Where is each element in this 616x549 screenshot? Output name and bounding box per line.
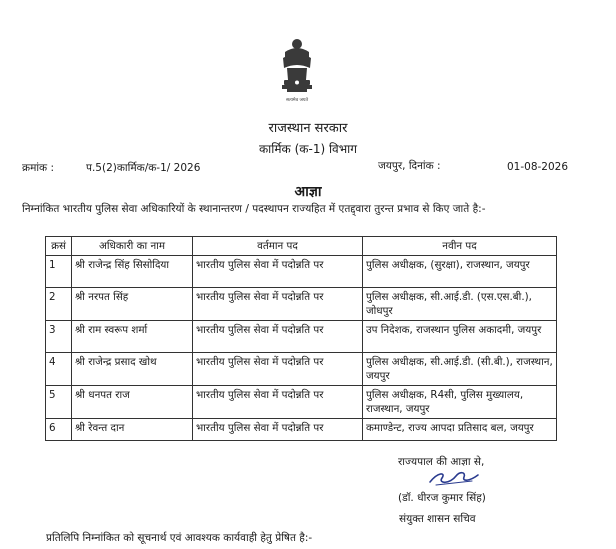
signatory-designation: संयुक्त शासन सचिव: [399, 513, 476, 525]
table-row: [46, 256, 557, 288]
table-row: [46, 288, 557, 321]
order-title: आज्ञा: [294, 184, 322, 200]
cell-current-post: भारतीय पुलिस सेवा में पदोन्नति पर: [193, 353, 363, 386]
cell-serial: 6: [46, 419, 72, 441]
government-name: राजस्थान सरकार: [268, 121, 348, 136]
copy-to-line: प्रतिलिपि निम्नांकित को सूचनार्थ एवं आवश्यक कार्यवाही हेतु प्रेषित है:-: [46, 532, 313, 544]
header-new-post: नवीन पद: [363, 237, 557, 256]
cell-serial: 3: [46, 321, 72, 353]
reference-label: क्रमांक :: [22, 162, 55, 174]
cell-new-post: उप निदेशक, राजस्थान पुलिस अकादमी, जयपुर: [363, 321, 557, 353]
cell-new-post: पुलिस अधीक्षक, सी.आई.डी. (सी.बी.), राजस्थान, जयपुर: [363, 353, 557, 386]
cell-new-post: पुलिस अधीक्षक, (सुरक्षा), राजस्थान, जयपुर: [363, 256, 557, 288]
cell-current-post: भारतीय पुलिस सेवा में पदोन्नति पर: [193, 321, 363, 353]
table-header-row: [46, 237, 557, 256]
cell-new-post: पुलिस अधीक्षक, सी.आई.डी. (एस.एस.बी.), जोधपुर: [363, 288, 557, 321]
cell-serial: 1: [46, 256, 72, 288]
cell-current-post: भारतीय पुलिस सेवा में पदोन्नति पर: [193, 288, 363, 321]
cell-current-post: भारतीय पुलिस सेवा में पदोन्नति पर: [193, 256, 363, 288]
cell-serial: 5: [46, 386, 72, 419]
header-current-post: वर्तमान पद: [193, 237, 363, 256]
national-emblem-icon: [273, 38, 321, 108]
transfer-table: [45, 236, 557, 441]
cell-officer-name: श्री नरपत सिंह: [72, 288, 193, 321]
cell-officer-name: श्री राम स्वरूप शर्मा: [72, 321, 193, 353]
table-row: [46, 321, 557, 353]
cell-current-post: भारतीय पुलिस सेवा में पदोन्नति पर: [193, 386, 363, 419]
header-serial: क्रसं: [46, 237, 72, 256]
cell-new-post: पुलिस अधीक्षक, R4सी, पुलिस मुख्यालय, राजस्थान, जयपुर: [363, 386, 557, 419]
by-order-line: राज्यपाल की आज्ञा से,: [398, 456, 485, 468]
department-name: कार्मिक (क-1) विभाग: [258, 142, 358, 156]
place-date-label: जयपुर, दिनांक :: [378, 160, 441, 172]
table-row: [46, 419, 557, 441]
table-row: [46, 386, 557, 419]
header-officer-name: अधिकारी का नाम: [72, 237, 193, 256]
table-row: [46, 353, 557, 386]
cell-serial: 4: [46, 353, 72, 386]
cell-current-post: भारतीय पुलिस सेवा में पदोन्नति पर: [193, 419, 363, 441]
order-intro: निम्नांकित भारतीय पुलिस सेवा अधिकारियों के स्थानान्तरण / पदस्थापन राज्यहित में एतद्द्वारा तुरन्त प्रभाव से किए जाते है:-: [22, 203, 486, 215]
cell-officer-name: श्री राजेन्द्र सिंह सिसोदिया: [72, 256, 193, 288]
signature-mark: [424, 466, 484, 488]
cell-officer-name: श्री धनपत राज: [72, 386, 193, 419]
signatory-name: (डॉ. धीरज कुमार सिंह): [398, 492, 486, 504]
cell-officer-name: श्री रेवन्त दान: [72, 419, 193, 441]
cell-serial: 2: [46, 288, 72, 321]
order-date: 01-08-2026: [507, 161, 569, 173]
reference-number: प.5(2)कार्मिक/क-1/ 2026: [86, 162, 201, 174]
emblem-motto: सत्यमेव जयते: [285, 98, 309, 103]
cell-officer-name: श्री राजेन्द्र प्रसाद खोथ: [72, 353, 193, 386]
cell-new-post: कमाण्डेन्ट, राज्य आपदा प्रतिसाद बल, जयपुर: [363, 419, 557, 441]
